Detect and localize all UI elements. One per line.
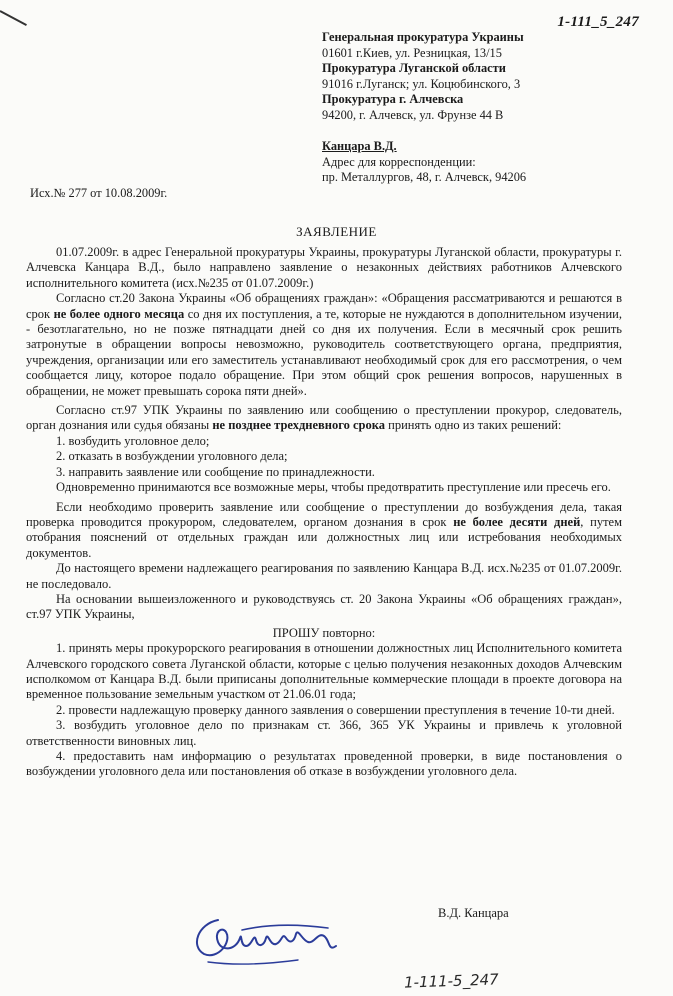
handwritten-signature	[178, 902, 368, 972]
addressee-addr-lugansk: 91016 г.Луганск; ул. Коцюбинского, 3	[322, 76, 521, 91]
list-item: 1. возбудить уголовное дело;	[56, 433, 210, 448]
paragraph-5-text-c: , путем отобрания пояснений от отдельных граждан или должностных лиц или истребования необходимых документов.	[26, 514, 622, 560]
signature-name: В.Д. Канцара	[438, 906, 509, 920]
document-title: ЗАЯВЛЕНИЕ	[296, 224, 377, 239]
paragraph-5-text-a: Если необходимо проверить заявление или сообщение о преступлении до возбуждения дела, такая проверка проводится прокурором, следователем, органом дознания в срок	[26, 499, 622, 529]
decision-list	[26, 434, 622, 480]
document-body	[26, 245, 622, 780]
paragraph-1: 01.07.2009г. в адрес Генеральной прокуратуры Украины, прокуратуры Луганской области, прокуратуры г. Алчевска Канцара В.Д., было направлено заявление о незаконных действиях работников Алчевского исполнительного комитета (исх.№235 от 01.07.2009г.)	[26, 245, 622, 290]
paragraph-7: На основании вышеизложенного и руководствуясь ст. 20 Закона Украины «Об обращениях граждан», ст.97 УПК Украины,	[26, 591, 622, 622]
addressee-block	[322, 30, 662, 186]
list-item: 2. отказать в возбуждении уголовного дела;	[56, 449, 288, 464]
document-code: 1-111_5_247	[557, 14, 639, 30]
paragraph-2-text-c: со дня их поступления, а те, которые не нуждаются в дополнительном изучении, - безотлагательно, но не позже пятнадцати дней со дня их получения. Если в месячный срок решить затронутые в обращении вопросы невозможно, руководитель соответствующего органа, предприятия, учреждения, организации или его заместитель устанавливают необходимый срок для его рассмотрения, о чем сообщается лицу, которое подало обращение. При этом общий срок решения вопросов, нарушенных в обращении, не может превышать сорока пяти дней».	[26, 306, 622, 398]
paragraph-5-bold: не более десяти дней	[453, 514, 581, 529]
addressee-addr-alchevsk: 94200, г. Алчевск, ул. Фрунзе 44 В	[322, 107, 504, 122]
request-item-1: 1. принять меры прокурорского реагирования в отношении должностных лиц Исполнительного комитета Алчевского городского совета Луганской области, которые с целью получения незаконных доходов Алчевским исполкомом от Канцара В.Д. были приписаны дополнительные коммерческие площади в проекте договора на временное пользование земельным участком от 21.06.01 года;	[26, 641, 622, 702]
paragraph-2	[26, 291, 622, 399]
paragraph-2-text-a: Согласно ст.20 Закона Украины «Об обращениях граждан»: «Обращения рассматриваются и решаются в срок	[26, 291, 622, 321]
outgoing-number: Исх.№ 277 от 10.08.2009г.	[30, 186, 168, 200]
paragraph-3-text-a: Согласно ст.97 УПК Украины по заявлению или сообщению о преступлении прокурор, следователь, орган дознания или судья обязаны	[26, 403, 622, 433]
request-title: ПРОШУ повторно:	[272, 625, 376, 640]
handwritten-code: 1-111-5_247	[403, 970, 499, 992]
sender-name: Канцара В.Д.	[322, 139, 397, 153]
paragraph-3-bold: не позднее трехдневного срока	[212, 418, 386, 433]
request-item-2: 2. провести надлежащую проверку данного заявления о совершении преступления в течение 10-ти дней.	[56, 702, 615, 717]
correspondence-label: Адрес для корреспонденции:	[322, 154, 476, 169]
paragraph-3-text-c: принять одно из таких решений:	[385, 418, 562, 433]
request-item-3: 3. возбудить уголовное дело по признакам ст. 366, 365 УК Украины и привлечь к уголовной ответственности виновных лиц.	[26, 718, 622, 748]
paragraph-6: До настоящего времени надлежащего реагирования по заявлению Канцара В.Д. исх.№235 от 01.07.2009г. не последовало.	[26, 561, 622, 591]
scan-corner-mark	[0, 10, 27, 26]
correspondence-address: пр. Металлургов, 48, г. Алчевск, 94206	[322, 170, 527, 184]
list-item: 3. направить заявление или сообщение по принадлежности.	[56, 464, 375, 479]
paragraph-5	[26, 500, 622, 562]
addressee-org-general: Генеральная прокуратура Украины	[322, 30, 524, 44]
request-item-4: 4. предоставить нам информацию о результатах проведенной проверки, в виде постановления о возбуждении уголовного дела или постановления об отказе в возбуждении уголовного дела.	[26, 749, 622, 779]
paragraph-3	[26, 403, 622, 434]
addressee-org-alchevsk: Прокуратура г. Алчевска	[322, 92, 464, 106]
addressee-addr-general: 01601 г.Киев, ул. Резницкая, 13/15	[322, 45, 502, 60]
addressee-org-lugansk: Прокуратура Луганской области	[322, 61, 506, 75]
paragraph-4: Одновременно принимаются все возможные меры, чтобы предотвратить преступление или пресечь его.	[56, 480, 611, 495]
paragraph-2-bold: не более одного месяца	[53, 306, 185, 321]
